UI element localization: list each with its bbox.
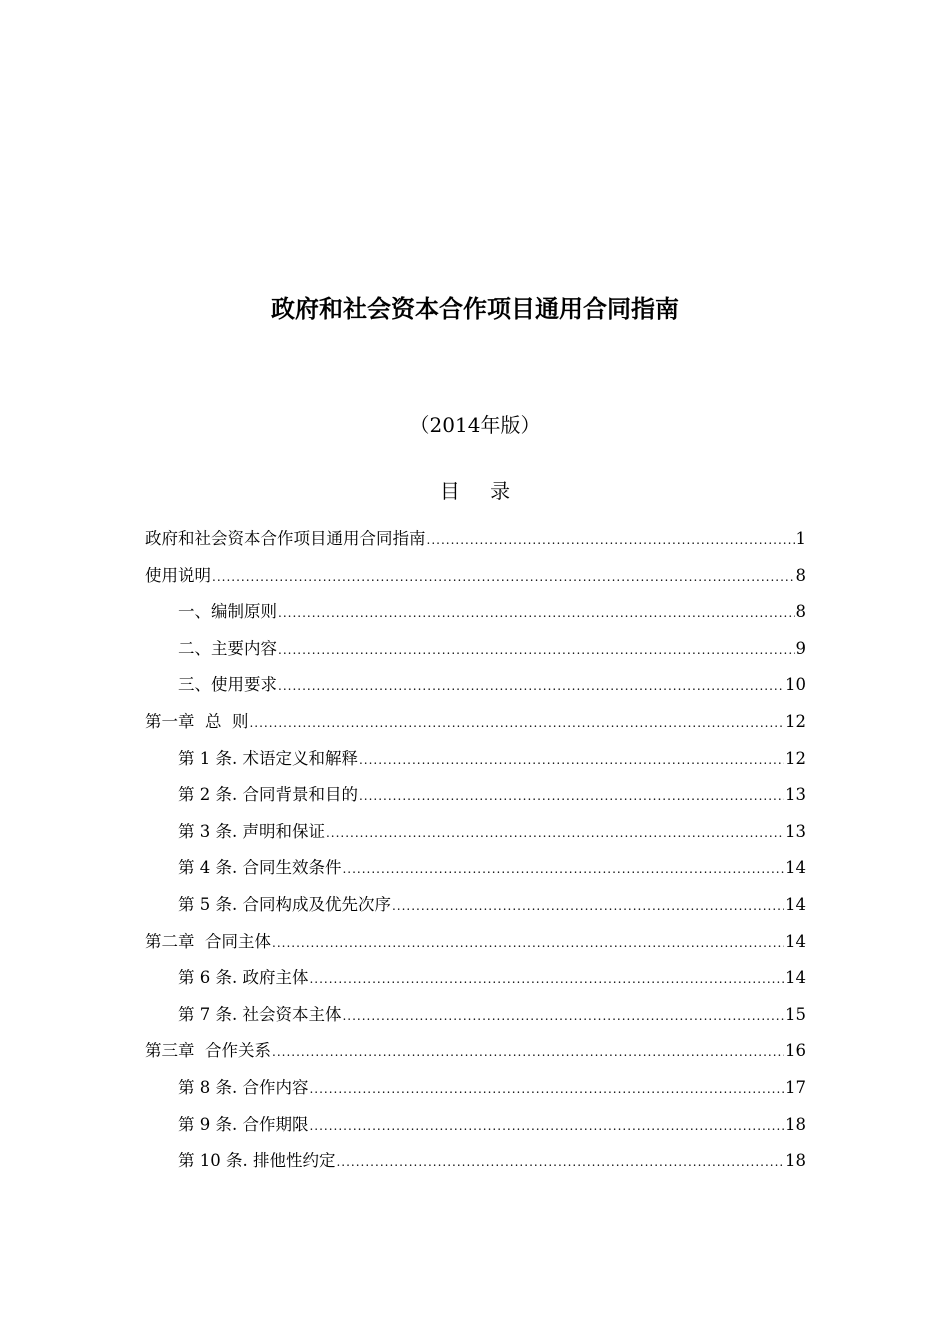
toc-entry-page: 1 [795,529,806,548]
toc-entry-text: 第 5 条. 合同构成及优先次序 [178,894,391,914]
toc-entry-page: 12 [785,748,806,768]
toc-entry[interactable] [145,558,806,595]
toc-entry-text: 第 4 条. 合同生效条件 [178,858,342,878]
toc-leader [427,522,795,559]
toc-leader [272,1034,784,1071]
toc-entry[interactable] [145,850,806,887]
toc-entry-page: 16 [785,1041,806,1061]
toc-entry-page: 15 [785,1004,806,1024]
toc-leader [212,559,795,596]
toc-entry-text: 第 2 条. 合同背景和目的 [178,785,358,805]
toc-leader [309,1108,784,1145]
toc-entry-page: 14 [785,858,806,878]
toc-leader [359,778,784,815]
toc-entry[interactable] [145,521,806,558]
toc-entry-text: 第二章 合同主体 [145,931,271,951]
toc-entry-page: 8 [795,602,806,622]
toc-entry-text: 第 9 条. 合作期限 [178,1114,309,1134]
toc-heading: 目 录 [439,479,523,503]
toc-entry[interactable] [145,997,806,1034]
toc-entry[interactable] [145,924,806,961]
toc-entry[interactable] [145,887,806,924]
document-title: 政府和社会资本合作项目通用合同指南 [271,295,679,323]
toc-leader [278,668,784,705]
toc-leader [249,705,784,742]
toc-entry-page: 14 [785,968,806,988]
toc-entry-text: 三、使用要求 [178,675,277,695]
toc-entry-page: 14 [785,931,806,951]
toc-entry[interactable] [145,814,806,851]
toc-leader [336,1144,784,1181]
toc-entry-text: 政府和社会资本合作项目通用合同指南 [145,529,426,548]
toc-entry-text: 第 8 条. 合作内容 [178,1077,309,1097]
toc-entry-text: 第三章 合作关系 [145,1041,271,1061]
toc-leader [342,851,784,888]
toc-entry[interactable] [145,631,806,668]
toc-entry-page: 13 [785,821,806,841]
toc-entry[interactable] [145,594,806,631]
toc-entry[interactable] [145,960,806,997]
toc-entry[interactable] [145,667,806,704]
toc-entry-page: 12 [785,711,806,731]
toc-entry-text: 第 10 条. 排他性约定 [178,1151,336,1171]
toc-entry[interactable] [145,1143,806,1180]
toc-entry-page: 13 [785,785,806,805]
table-of-contents [145,521,806,1180]
toc-leader [278,595,795,632]
toc-entry-page: 18 [785,1151,806,1171]
toc-entry[interactable] [145,777,806,814]
toc-leader [278,632,795,669]
toc-leader [309,961,784,998]
toc-leader [342,998,784,1035]
toc-entry[interactable] [145,1107,806,1144]
toc-leader [392,888,784,925]
toc-entry-text: 第 7 条. 社会资本主体 [178,1004,342,1024]
toc-leader [272,925,784,962]
toc-entry[interactable] [145,704,806,741]
toc-entry-page: 10 [785,675,806,695]
toc-leader [326,815,784,852]
edition-label: （2014年版） [409,413,541,437]
toc-entry[interactable] [145,1033,806,1070]
toc-entry-text: 一、编制原则 [178,602,277,622]
toc-entry-text: 第 6 条. 政府主体 [178,968,309,988]
toc-leader [359,742,784,779]
toc-entry-text: 二、主要内容 [178,638,277,658]
toc-entry-text: 使用说明 [145,565,211,585]
toc-entry-text: 第 1 条. 术语定义和解释 [178,748,358,768]
toc-entry-text: 第一章 总 则 [145,711,249,731]
toc-entry-page: 18 [785,1114,806,1134]
toc-entry-page: 14 [785,894,806,914]
toc-entry[interactable] [145,1070,806,1107]
toc-entry-page: 17 [785,1077,806,1097]
toc-entry[interactable] [145,741,806,778]
toc-entry-text: 第 3 条. 声明和保证 [178,821,325,841]
toc-entry-page: 8 [795,565,806,585]
toc-entry-page: 9 [795,638,806,658]
toc-leader [309,1071,784,1108]
